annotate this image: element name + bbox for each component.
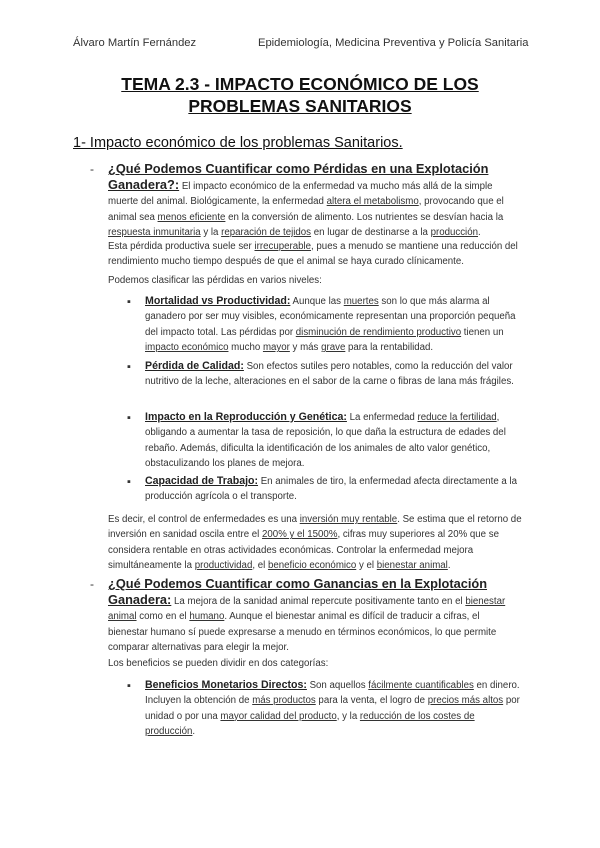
perdidas-intro: Ganadera?: El impacto económico de la enfermedad va mucho más allá de la simple muerte del animal. Biológicamente, la enfermedad altera el metabolismo, provocando que el animal sea menos eficiente en la conversión de alimento. Los nutrientes se desvían hacia la respuesta inmunitaria y la reparación de tejidos en lugar de destinarse a la producción. [108, 177, 504, 239]
perdidas-conclusion: Es decir, el control de enfermedades es una inversión muy rentable. Se estima que el retorno de inversión en sanidad oscila entre el 200% y el 1500%, cifras muy superiores al 20% que se considera rentable en otras actividades económicas. Controlar la enfermedad mejora simultáneamente la productividad, el beneficio económico y el bienestar animal. [108, 514, 522, 572]
perdidas-paragraph-2: Esta pérdida productiva suele ser irrecuperable, pues a menudo se mantiene una reducción del rendimiento mucho tiempo después de que el animal se haya curado clínicamente. [108, 241, 518, 268]
dash-marker: - [90, 577, 94, 591]
perdidas-paragraph-3: Podemos clasificar las pérdidas en varios niveles: [108, 275, 322, 286]
bullet-marker: ▪ [127, 361, 131, 373]
bullet-beneficios-directos: Beneficios Monetarios Directos: Son aquellos fácilmente cuantificables en dinero. Incluyen la obtención de más productos para la venta, el logro de precios más altos por unidad o por una mayor calidad del producto, y la reducción de los costes de producción. [145, 679, 520, 738]
perdidas-title [108, 160, 488, 178]
header-author: Álvaro Martín Fernández [73, 37, 197, 49]
bullet-mortalidad: Mortalidad vs Productividad: Aunque las muertes son lo que más alarma al ganadero por ser muy visibles, económicamente representan una proporción pequeña del impacto total. Las pérdidas por disminución de rendimiento productivo tienen un impacto económico mucho mayor y más grave para la rentabilidad. [145, 295, 516, 354]
bullet-trabajo: Capacidad de Trabajo: En animales de tiro, la enfermedad afecta directamente a la producción agrícola o el transporte. [145, 475, 518, 503]
bullet-calidad: Pérdida de Calidad: Son efectos sutiles pero notables, como la reducción del valor nutritivo de la leche, alteraciones en el sabor de la carne o fibras de lana más frágiles. [145, 360, 514, 388]
header-subject: Epidemiología, Medicina Preventiva y Policía Sanitaria [258, 37, 529, 49]
bullet-reproduccion: Impacto en la Reproducción y Genética: La enfermedad reduce la fertilidad, obligando a aumentar la tasa de reposición, lo que daña la estructura de edades del rebaño. Además, dificulta la identificación de los animales de alto valor genético, obstaculizando los planes de mejora. [145, 411, 506, 470]
bullet-marker: ▪ [127, 412, 131, 424]
title-line-2: PROBLEMAS SANITARIOS [188, 96, 412, 116]
dash-marker: - [90, 162, 94, 176]
ganancias-title-line2: Ganadera: [108, 592, 172, 607]
section-heading: 1- Impacto económico de los problemas Sanitarios. [73, 135, 403, 151]
bullet-marker: ▪ [127, 476, 131, 488]
ganancias-paragraph-2: Los beneficios se pueden dividir en dos categorías: [108, 658, 329, 669]
ganancias-title-line1: ¿Qué Podemos Cuantificar como Ganancias en la Explotación [108, 576, 488, 591]
ganancias-intro: Ganadera: La mejora de la sanidad animal repercute positivamente tanto en el bienestar animal como en el humano. Aunque el bienestar animal es difícil de traducir a cifras, el bienestar humano sí puede expresarse a menudo en términos económicos, lo que permite comparar alternativas para elegir la mejor. [108, 592, 506, 654]
bullet-marker: ▪ [127, 680, 131, 692]
perdidas-title-line2: Ganadera?: [108, 177, 180, 192]
perdidas-title-line1: ¿Qué Podemos Cuantificar como Pérdidas en una Explotación [108, 161, 489, 176]
ganancias-title [108, 575, 487, 593]
page-title [0, 73, 600, 117]
bullet-marker: ▪ [127, 296, 131, 308]
title-line-1: TEMA 2.3 - IMPACTO ECONÓMICO DE LOS [121, 74, 479, 94]
